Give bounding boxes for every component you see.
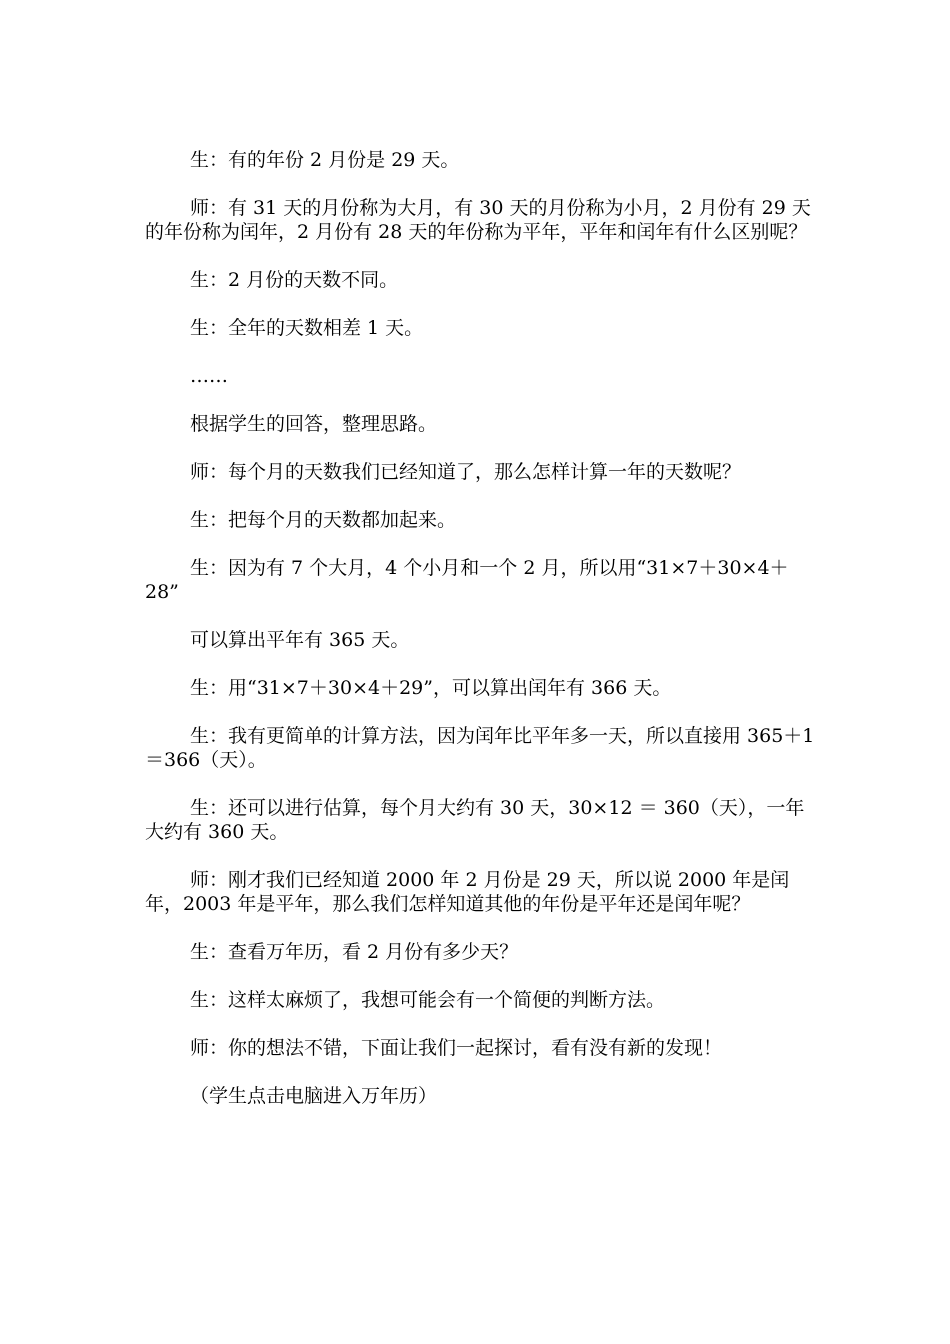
paragraph-3: 生：2 月份的天数不同。	[190, 269, 399, 291]
document-body	[145, 148, 815, 1132]
paragraph-11: 生：用“31×7＋30×4＋29”，可以算出闰年有 366 天。	[190, 677, 672, 699]
paragraph-4: 生：全年的天数相差 1 天。	[190, 317, 424, 339]
paragraph-6: 根据学生的回答，整理思路。	[190, 413, 438, 435]
paragraph-17: 师：你的想法不错，下面让我们一起探讨，看有没有新的发现！	[190, 1037, 723, 1059]
paragraph-9: 生：因为有 7 个大月，4 个小月和一个 2 月，所以用“31×7＋30×4＋28”	[145, 557, 789, 603]
paragraph-12: 生：我有更简单的计算方法，因为闰年比平年多一天，所以直接用 365＋1＝366（天）。	[145, 725, 815, 771]
paragraph-13: 生：还可以进行估算，每个月大约有 30 天，30×12 ＝ 360（天），一年大约有 360 天。	[145, 797, 805, 843]
paragraph-15: 生：查看万年历，看 2 月份有多少天？	[190, 941, 519, 963]
paragraph-7: 师：每个月的天数我们已经知道了，那么怎样计算一年的天数呢？	[190, 461, 742, 483]
paragraph-14: 师：刚才我们已经知道 2000 年 2 月份是 29 天，所以说 2000 年是闰年，2003 年是平年，那么我们怎样知道其他的年份是平年还是闰年呢？	[145, 869, 790, 915]
paragraph-8: 生：把每个月的天数都加起来。	[190, 509, 457, 531]
paragraph-2: 师：有 31 天的月份称为大月，有 30 天的月份称为小月，2 月份有 29 天的年份称为闰年，2 月份有 28 天的年份称为平年，平年和闰年有什么区别呢？	[145, 197, 811, 243]
paragraph-10: 可以算出平年有 365 天。	[190, 629, 410, 651]
paragraph-18: （学生点击电脑进入万年历）	[190, 1085, 438, 1107]
paragraph-16: 生：这样太麻烦了，我想可能会有一个简便的判断方法。	[190, 989, 666, 1011]
paragraph-1: 生：有的年份 2 月份是 29 天。	[190, 149, 460, 171]
ellipsis-line: ……	[190, 365, 228, 387]
